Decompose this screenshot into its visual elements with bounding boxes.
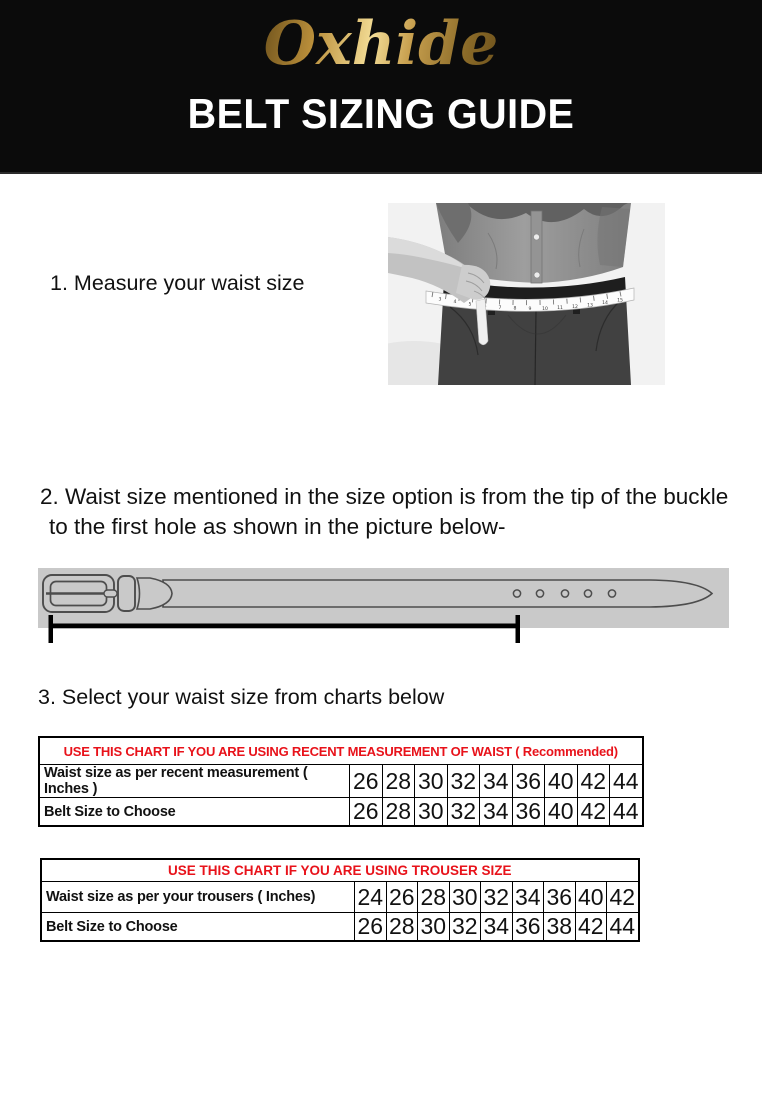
size-cell: 28 xyxy=(386,913,418,942)
size-cell: 42 xyxy=(577,798,610,827)
size-cell: 40 xyxy=(545,798,578,827)
size-cell: 34 xyxy=(512,882,544,913)
size-cell: 28 xyxy=(418,882,450,913)
size-cell: 36 xyxy=(544,882,576,913)
size-cell: 34 xyxy=(480,798,513,827)
svg-text:11: 11 xyxy=(557,306,563,312)
size-cell: 34 xyxy=(481,913,513,942)
page-title: BELT SIZING GUIDE xyxy=(187,90,575,137)
size-cell: 32 xyxy=(449,913,481,942)
svg-text:15: 15 xyxy=(617,298,623,304)
step-3-label: 3. Select your waist size from charts below xyxy=(38,685,445,709)
size-cell: 32 xyxy=(447,765,480,798)
size-cell: 38 xyxy=(544,913,576,942)
step-2-label xyxy=(40,482,755,542)
size-cell: 40 xyxy=(575,882,607,913)
step-2-line2: to the first hole as shown in the picture below- xyxy=(49,514,506,539)
svg-text:7: 7 xyxy=(498,305,502,311)
size-cell: 42 xyxy=(607,882,639,913)
svg-text:10: 10 xyxy=(542,306,548,312)
step-1-label: 1. Measure your waist size xyxy=(50,271,305,295)
size-cell: 32 xyxy=(481,882,513,913)
oxhide-logo: Oxhide xyxy=(264,4,499,84)
size-cell: 28 xyxy=(382,798,415,827)
size-cell: 30 xyxy=(449,882,481,913)
size-cell: 36 xyxy=(512,765,545,798)
size-cell: 30 xyxy=(415,765,448,798)
size-cell: 24 xyxy=(355,882,387,913)
svg-text:9: 9 xyxy=(528,307,532,312)
row-label: Waist size as per your trousers ( Inches) xyxy=(41,882,355,913)
size-cell: 44 xyxy=(610,798,643,827)
size-cell: 42 xyxy=(575,913,607,942)
step-2-line1: 2. Waist size mentioned in the size option is from the tip of the buckle xyxy=(40,484,729,509)
size-cell: 44 xyxy=(607,913,639,942)
svg-text:13: 13 xyxy=(587,303,593,309)
row-label: Belt Size to Choose xyxy=(39,798,350,827)
belt-diagram xyxy=(38,565,729,660)
chart-title: USE THIS CHART IF YOU ARE USING TROUSER SIZE xyxy=(41,859,639,882)
size-cell: 26 xyxy=(355,913,387,942)
svg-text:5: 5 xyxy=(468,302,472,308)
size-cell: 34 xyxy=(480,765,513,798)
size-cell: 40 xyxy=(545,765,578,798)
size-cell: 44 xyxy=(610,765,643,798)
recent-measurement-chart xyxy=(38,736,644,827)
svg-text:3: 3 xyxy=(438,297,442,303)
page-header xyxy=(0,0,762,174)
size-cell: 28 xyxy=(382,765,415,798)
size-cell: 26 xyxy=(350,798,383,827)
size-cell: 26 xyxy=(386,882,418,913)
size-cell: 30 xyxy=(418,913,450,942)
row-label: Waist size as per recent measurement ( Inches ) xyxy=(39,765,350,798)
svg-text:12: 12 xyxy=(572,305,578,310)
trouser-size-chart xyxy=(40,858,640,942)
size-cell: 36 xyxy=(512,913,544,942)
size-cell: 36 xyxy=(512,798,545,827)
size-cell: 30 xyxy=(415,798,448,827)
size-cell: 42 xyxy=(577,765,610,798)
size-cell: 26 xyxy=(350,765,383,798)
svg-text:14: 14 xyxy=(602,301,608,307)
size-cell: 32 xyxy=(447,798,480,827)
chart-title: USE THIS CHART IF YOU ARE USING RECENT MEASUREMENT OF WAIST ( Recommended) xyxy=(39,737,643,765)
waist-measurement-photo xyxy=(388,203,665,385)
svg-text:4: 4 xyxy=(453,300,457,306)
svg-text:8: 8 xyxy=(513,306,517,312)
row-label: Belt Size to Choose xyxy=(41,913,355,942)
